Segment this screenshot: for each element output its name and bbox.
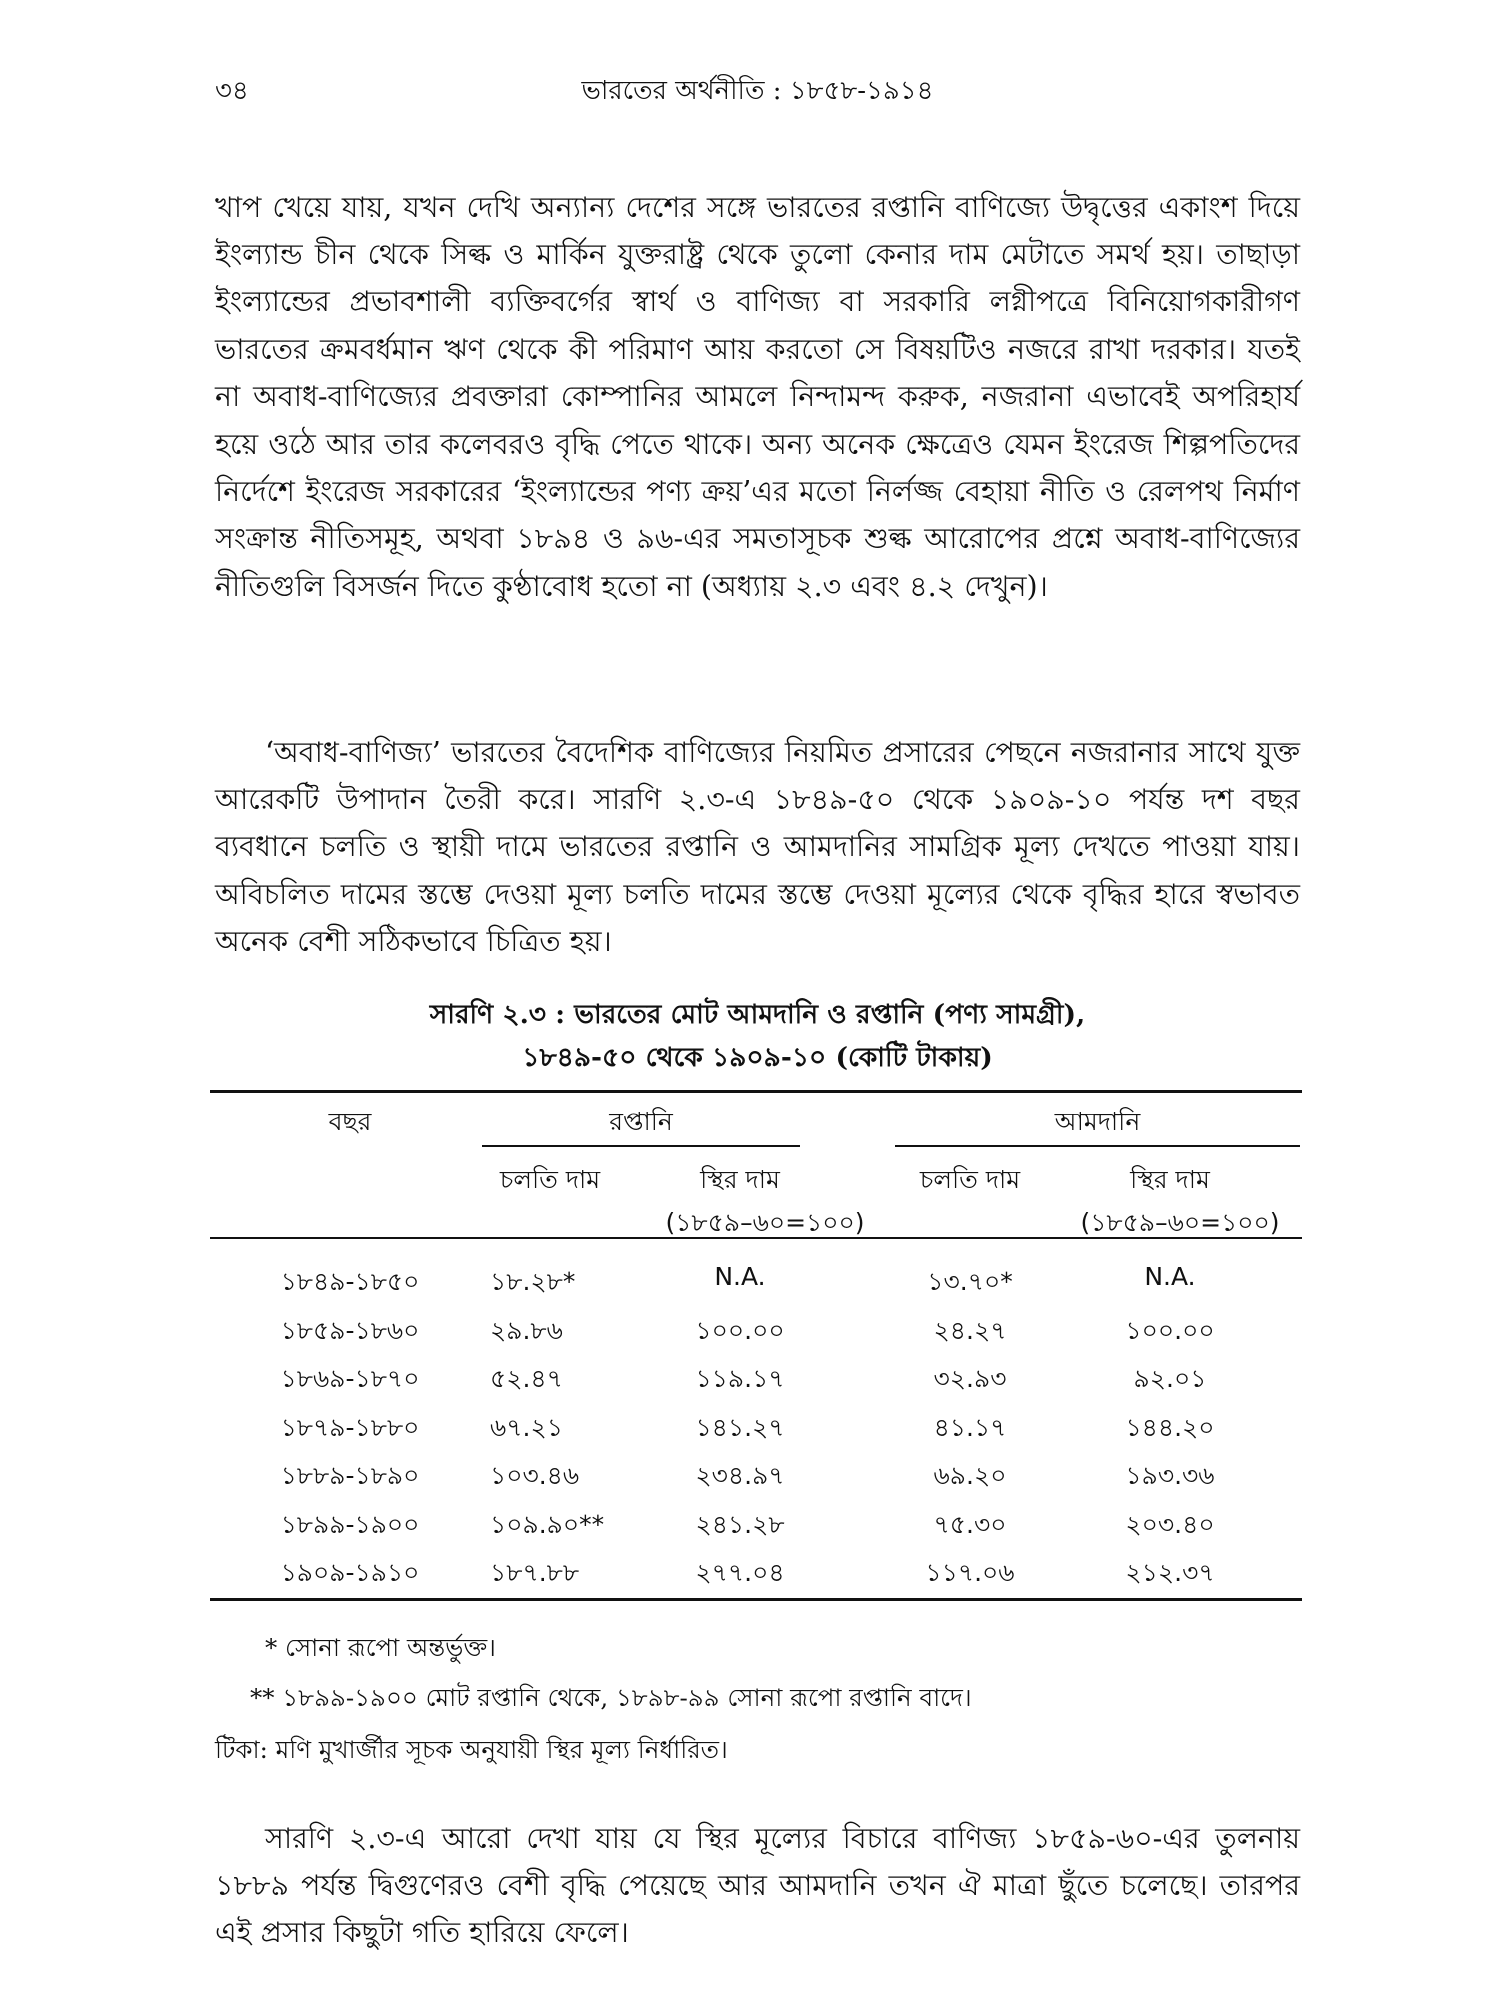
- table-row: [0, 1505, 1500, 1554]
- cell-import-current: ২৪.২৭: [933, 1315, 1007, 1345]
- cell-export-current: ১৮.২৮*: [490, 1267, 576, 1296]
- exports-header-rule: [482, 1145, 800, 1147]
- running-title: ভারতের অর্থনীতি : ১৮৫৮-১৯১৪: [581, 76, 934, 106]
- cell-import-constant: ১০০.০০: [1125, 1315, 1215, 1345]
- cell-year: ১৮৯৯-১৯০০: [280, 1509, 420, 1539]
- cell-export-current: ৫২.৪৭: [490, 1364, 563, 1393]
- cell-import-current: ৩২.৯৩: [933, 1364, 1007, 1393]
- cell-export-current: ৬৭.২১: [490, 1412, 563, 1442]
- table-row: [0, 1311, 1500, 1360]
- cell-export-current: ১০৩.৪৬: [490, 1461, 580, 1490]
- subheader-exports-current: চলতি দাম: [499, 1165, 601, 1194]
- table-row: [0, 1359, 1500, 1408]
- table-row: [0, 1456, 1500, 1505]
- cell-export-constant: ১৪১.২৭: [695, 1412, 785, 1442]
- page-number: ৩৪: [215, 76, 249, 106]
- cell-import-current: ১৩.৭০*: [927, 1267, 1013, 1296]
- paragraph-2: ‘অবাধ-বাণিজ্য’ ভারতের বৈদেশিক বাণিজ্যের নিয়মিত প্রসারের পেছনে নজরানার সাথে যুক্ত আরেকটি উপাদান তৈরী করে। সারণি ২.৩-এ ১৮৪৯-৫০ থেকে ১৯০৯-১০ পর্যন্ত দশ বছর ব্যবধানে চলতি ও স্থায়ী দামে ভারতের রপ্তানি ও আমদানির সামগ্রিক মূল্য দেখতে পাওয়া যায়। অবিচলিত দামের স্তম্ভে দেওয়া মূল্য চলতি দামের স্তম্ভে দেওয়া মূল্যের থেকে বৃদ্ধির হারে স্বভাবত অনেক বেশী সঠিকভাবে চিত্রিত হয়।: [215, 735, 1300, 959]
- cell-export-constant: ২৭৭.০৪: [695, 1558, 785, 1587]
- cell-export-current: ১৮৭.৮৮: [490, 1558, 580, 1587]
- cell-year: ১৮৭৯-১৮৮০: [280, 1412, 420, 1442]
- table-caption-line-2: ১৮৪৯-৫০ থেকে ১৯০৯-১০ (কোটি টাকায়): [522, 1042, 993, 1073]
- column-header-exports: রপ্তানি: [609, 1107, 673, 1136]
- cell-import-constant: ২০৩.৪০: [1125, 1509, 1215, 1539]
- page-header: [215, 70, 1300, 110]
- cell-import-current: ৭৫.৩০: [933, 1509, 1007, 1539]
- cell-year: ১৮৮৯-১৮৯০: [280, 1461, 420, 1490]
- cell-year: ১৮৬৯-১৮৭০: [280, 1364, 420, 1393]
- cell-import-constant: ৯২.০১: [1133, 1364, 1207, 1393]
- subheader-imports-current: চলতি দাম: [919, 1165, 1021, 1194]
- cell-import-current: ৬৯.২০: [933, 1461, 1007, 1490]
- base-year-note-imports: (১৮৫৯–৬০=১০০): [1080, 1208, 1280, 1237]
- footnote-double-star: ** ১৮৯৯-১৯০০ মোট রপ্তানি থেকে, ১৮৯৮-৯৯ সোনা রূপো রপ্তানি বাদে।: [250, 1683, 972, 1712]
- cell-import-constant: N.A.: [1144, 1262, 1196, 1291]
- cell-export-current: ২৯.৮৬: [490, 1315, 563, 1345]
- imports-header-rule: [895, 1145, 1300, 1147]
- cell-import-constant: ২১২.৩৭: [1125, 1558, 1215, 1587]
- table-body: [0, 1262, 1500, 1602]
- cell-export-constant: ১০০.০০: [695, 1315, 785, 1345]
- table-source-note: টিকা: মণি মুখার্জীর সূচক অনুযায়ী স্থির মূল্য নির্ধারিত।: [215, 1735, 728, 1764]
- table-caption-line-1: সারণি ২.৩ : ভারতের মোট আমদানি ও রপ্তানি (পণ্য সামগ্রী),: [429, 999, 1086, 1030]
- cell-import-current: ৪১.১৭: [933, 1412, 1007, 1442]
- paragraph-1: খাপ খেয়ে যায়, যখন দেখি অন্যান্য দেশের সঙ্গে ভারতের রপ্তানি বাণিজ্যে উদ্বৃত্তের একাংশ দিয়ে ইংল্যান্ড চীন থেকে সিল্ক ও মার্কিন যুক্তরাষ্ট্র থেকে তুলো কেনার দাম মেটাতে সমর্থ হয়। তাছাড়া ইংল্যান্ডের প্রভাবশালী ব্যক্তিবর্গের স্বার্থ ও বাণিজ্য বা সরকারি লগ্নীপত্রে বিনিয়োগকারীগণ ভারতের ক্রমবর্ধমান ঋণ থেকে কী পরিমাণ আয় করতো সে বিষয়টিও নজরে রাখা দরকার। যতই না অবাধ-বাণিজ্যের প্রবক্তারা কোম্পানির আমলে নিন্দামন্দ করুক, নজরানা এভাবেই অপরিহার্য হয়ে ওঠে আর তার কলেবরও বৃদ্ধি পেতে থাকে। অন্য অনেক ক্ষেত্রেও যেমন ইংরেজ শিল্পপতিদের নির্দেশে ইংরেজ সরকারের ‘ইংল্যান্ডের পণ্য ক্রয়’এর মতো নির্লজ্জ বেহায়া নীতি ও রেলপথ নির্মাণ সংক্রান্ত নীতিসমূহ, অথবা ১৮৯৪ ও ৯৬-এর সমতাসূচক শুল্ক আরোপের প্রশ্নে অবাধ-বাণিজ্যের নীতিগুলি বিসর্জন দিতে কুণ্ঠাবোধ হতো না (অধ্যায় ২.৩ এবং ৪.২ দেখুন)।: [215, 190, 1300, 603]
- cell-export-constant: N.A.: [714, 1262, 766, 1291]
- cell-export-constant: ১১৯.১৭: [695, 1364, 785, 1393]
- footnote-single-star: * সোনা রূপো অন্তর্ভুক্ত।: [265, 1633, 496, 1662]
- table-row: [0, 1408, 1500, 1457]
- subheader-imports-constant: স্থির দাম: [1130, 1165, 1210, 1194]
- column-header-imports: আমদানি: [1054, 1107, 1141, 1136]
- cell-import-constant: ১৪৪.২০: [1125, 1412, 1215, 1442]
- cell-year: ১৮৫৯-১৮৬০: [280, 1315, 420, 1345]
- table-bottom-rule: [210, 1598, 1302, 1601]
- cell-export-constant: ২৩৪.৯৭: [695, 1461, 785, 1490]
- subheader-exports-constant: স্থির দাম: [700, 1165, 780, 1194]
- table-header-rule: [210, 1237, 1302, 1239]
- column-header-year: বছর: [328, 1107, 372, 1136]
- table-row: [0, 1262, 1500, 1311]
- base-year-note-exports: (১৮৫৯–৬০=১০০): [665, 1208, 865, 1237]
- paragraph-3: সারণি ২.৩-এ আরো দেখা যায় যে স্থির মূল্যের বিচারে বাণিজ্য ১৮৫৯-৬০-এর তুলনায় ১৮৮৯ পর্যন্ত দ্বিগুণেরও বেশী বৃদ্ধি পেয়েছে আর আমদানি তখন ঐ মাত্রা ছুঁতে চলেছে। তারপর এই প্রসার কিছুটা গতি হারিয়ে ফেলে।: [215, 1821, 1300, 1950]
- cell-export-constant: ২৪১.২৮: [695, 1509, 785, 1539]
- cell-year: ১৯০৯-১৯১০: [280, 1558, 420, 1587]
- table-top-rule: [210, 1090, 1302, 1093]
- cell-import-current: ১১৭.০৬: [925, 1558, 1015, 1587]
- cell-import-constant: ১৯৩.৩৬: [1125, 1461, 1215, 1490]
- table-row: [0, 1553, 1500, 1602]
- cell-export-current: ১০৯.৯০**: [490, 1509, 605, 1539]
- cell-year: ১৮৪৯-১৮৫০: [280, 1267, 420, 1296]
